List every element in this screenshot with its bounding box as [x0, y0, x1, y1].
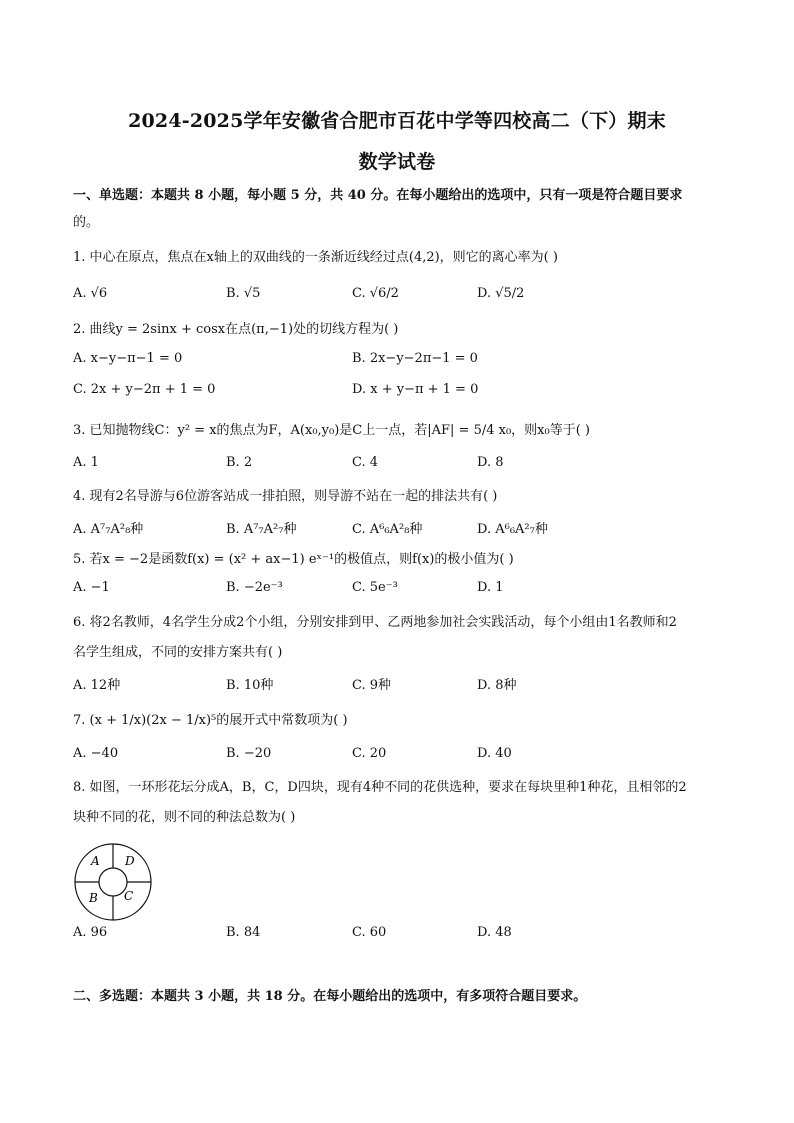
region-label-a: A	[91, 854, 100, 868]
question-8-stem-cont: 块种不同的花，则不同的种法总数为( )	[73, 810, 296, 825]
region-label-d: D	[125, 854, 135, 868]
question-8-stem: 8. 如图，一环形花坛分成A，B，C，D四块，现有4种不同的花供选种，要求在每块里种1种花，且相邻的2	[73, 780, 687, 795]
option-d: D. 1	[477, 580, 504, 595]
question-2-options-row1	[73, 351, 733, 371]
question-4-options	[73, 518, 733, 538]
option-b: B. 84	[226, 925, 261, 940]
option-c: C. 9种	[352, 678, 392, 693]
region-label-b: B	[89, 891, 98, 905]
option-d: D. 40	[477, 746, 512, 761]
exam-title-line2: 数学试卷	[358, 151, 436, 173]
exam-title-line1: 2024-2025学年安徽省合肥市百花中学等四校高二（下）期末	[128, 110, 666, 132]
option-b: B. 2	[226, 455, 253, 470]
section1-heading: 一、单选题：本题共 8 小题，每小题 5 分，共 40 分。在每小题给出的选项中，只有一项是符合题目要求	[73, 188, 683, 203]
option-a: A. √6	[73, 286, 108, 301]
option-a: A. −40	[73, 746, 119, 761]
option-b: B. A⁷₇A²₇种	[226, 522, 297, 537]
question-1-options	[73, 286, 733, 306]
region-label-c: C	[124, 889, 134, 903]
option-c: C. √6/2	[352, 286, 399, 301]
question-5-options	[73, 580, 733, 600]
question-7-options	[73, 746, 733, 766]
question-4-stem: 4. 现有2名导游与6位游客站成一排拍照，则导游不站在一起的排法共有( )	[73, 489, 498, 504]
option-c: C. A⁶₆A²₈种	[352, 522, 423, 537]
question-7-stem: 7. (x + 1/x)(2x − 1/x)⁵的展开式中常数项为( )	[73, 713, 348, 728]
question-6-options	[73, 674, 733, 694]
ring-diagram-svg	[73, 842, 153, 922]
question-8-options	[73, 925, 733, 945]
option-d: D. 48	[477, 925, 512, 940]
option-a: A. 1	[73, 455, 99, 470]
option-c: C. 60	[352, 925, 387, 940]
question-5-stem: 5. 若x = −2是函数f(x) = (x² + ax−1) eˣ⁻¹的极值点，则f(x)的极小值为( )	[73, 552, 514, 567]
option-d: D. √5/2	[477, 286, 525, 301]
option-a: A. A⁷₇A²₈种	[73, 522, 144, 537]
question-3-stem: 3. 已知抛物线C：y² = x的焦点为F，A(x₀,y₀)是C上一点，若|AF| = 5/4 x₀，则x₀等于( )	[73, 423, 590, 438]
option-a: A. x−y−π−1 = 0	[73, 351, 183, 366]
option-d: D. x + y−π + 1 = 0	[352, 382, 479, 397]
question-6-stem: 6. 将2名教师，4名学生分成2个小组，分别安排到甲、乙两地参加社会实践活动，每个小组由1名教师和2	[73, 615, 677, 630]
option-d: D. 8种	[477, 678, 517, 693]
question-2-options-row2	[73, 382, 733, 402]
question-1-stem: 1. 中心在原点，焦点在x轴上的双曲线的一条渐近线经过点(4,2)，则它的离心率为( )	[73, 250, 558, 265]
option-c: C. 4	[352, 455, 379, 470]
section1-heading-cont: 的。	[73, 215, 100, 230]
question-6-stem-cont: 名学生组成，不同的安排方案共有( )	[73, 645, 283, 660]
option-b: B. 10种	[226, 678, 274, 693]
option-c: C. 20	[352, 746, 387, 761]
option-d: D. 8	[477, 455, 504, 470]
option-b: B. −2e⁻³	[226, 580, 283, 595]
option-c: C. 2x + y−2π + 1 = 0	[73, 382, 216, 397]
option-a: A. 12种	[73, 678, 121, 693]
question-3-options	[73, 455, 733, 475]
flower-bed-diagram	[73, 842, 153, 922]
section2-heading: 二、多选题：本题共 3 小题，共 18 分。在每小题给出的选项中，有多项符合题目要求。	[73, 989, 587, 1004]
option-b: B. 2x−y−2π−1 = 0	[352, 351, 478, 366]
option-b: B. −20	[226, 746, 272, 761]
option-b: B. √5	[226, 286, 261, 301]
option-a: A. 96	[73, 925, 108, 940]
option-c: C. 5e⁻³	[352, 580, 398, 595]
question-2-stem: 2. 曲线y = 2sinx + cosx在点(π,−1)处的切线方程为( )	[73, 322, 399, 337]
option-d: D. A⁶₆A²₇种	[477, 522, 548, 537]
option-a: A. −1	[73, 580, 110, 595]
